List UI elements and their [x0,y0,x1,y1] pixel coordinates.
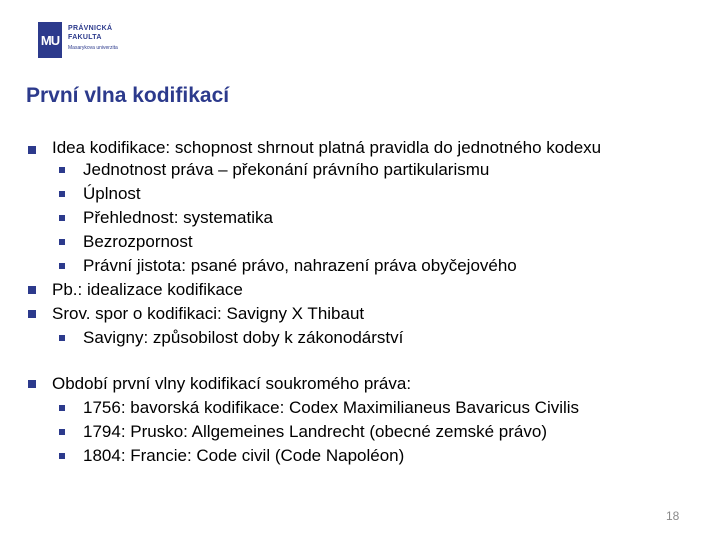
logo-line-1: PRÁVNICKÁ [68,25,113,32]
bullet-item [28,254,698,278]
bullet-item [28,420,698,444]
bullet-text: Úplnost [83,184,141,203]
bullet-square-icon [59,191,65,197]
bullet-text: Srov. spor o kodifikaci: Savigny X Thibaut [52,304,365,323]
bullet-text: Právní jistota: psané právo, nahrazení práva obyčejového [83,256,517,275]
bullet-item [28,206,698,230]
faculty-logo [38,22,118,58]
bullet-item [28,326,698,350]
bullet-item [28,372,698,396]
bullet-text: Přehlednost: systematika [83,208,273,227]
bullet-text: Savigny: způsobilost doby k zákonodárství [83,328,404,347]
bullet-text: 1794: Prusko: Allgemeines Landrecht (obecné zemské právo) [83,422,547,441]
page-number: 18 [666,509,680,523]
bullet-item [28,182,698,206]
logo-text [68,24,118,53]
logo-line-3: Masarykova univerzita [68,45,118,51]
bullet-item [28,230,698,254]
bullet-text: Pb.: idealizace kodifikace [52,280,243,299]
bullet-square-icon [28,380,36,388]
bullet-square-icon [59,239,65,245]
logo-mark-icon: MU [38,22,62,58]
slide-content [28,138,698,468]
slide-title: První vlna kodifikací [26,84,230,107]
bullet-text: 1804: Francie: Code civil (Code Napoléon) [83,446,405,465]
bullet-square-icon [59,405,65,411]
bullet-square-icon [59,263,65,269]
bullet-text: Idea kodifikace: schopnost shrnout platná pravidla do jednotného kodexu [52,138,602,157]
bullet-square-icon [59,215,65,221]
bullet-square-icon [28,286,36,294]
bullet-square-icon [28,146,36,154]
bullet-square-icon [28,310,36,318]
bullet-text: Jednotnost práva – překonání právního partikularismu [83,160,490,179]
bullet-item [28,302,698,326]
bullet-square-icon [59,167,65,173]
bullet-item [28,158,698,182]
spacer [28,350,698,372]
bullet-square-icon [59,453,65,459]
bullet-square-icon [59,335,65,341]
bullet-text: Období první vlny kodifikací soukromého práva: [52,374,412,393]
bullet-text: 1756: bavorská kodifikace: Codex Maximilianeus Bavaricus Civilis [83,398,580,417]
bullet-item [28,138,698,158]
bullet-item [28,444,698,468]
bullet-text: Bezrozpornost [83,232,193,251]
logo-line-2: FAKULTA [68,34,102,41]
bullet-item [28,278,698,302]
bullet-item [28,396,698,420]
bullet-square-icon [59,429,65,435]
